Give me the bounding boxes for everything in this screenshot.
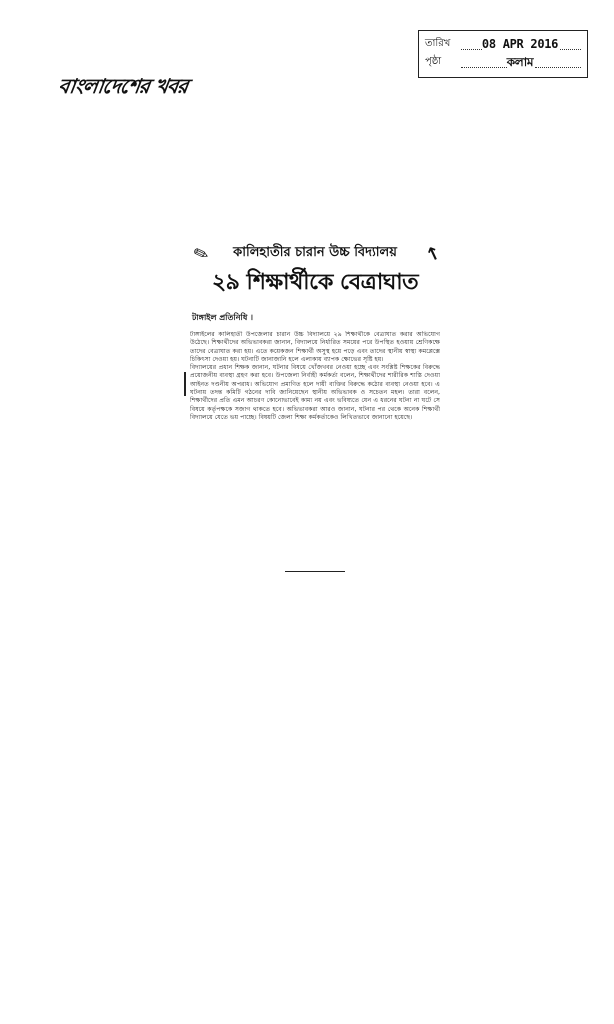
stamp-page-label: পৃষ্ঠা [425,56,442,67]
stamp-dotted-line [560,39,581,50]
kicker-text: কালিহাতীর চারান উচ্চ বিদ্যালয় [233,245,397,260]
stamp-dotted-line [535,57,581,68]
article-paragraph: বিদ্যালয়ের প্রধান শিক্ষক জানান, ঘটনার বিষয়ে খোঁজখবর নেওয়া হচ্ছে এবং সংশ্লিষ্ট শিক্ষকের বিরুদ্ধে প্রয়োজনীয় ব্যবস্থা গ্রহণ করা হবে। উপজেলা নির্বাহী কর্মকর্তা বলেন, শিক্ষার্থীদের শারীরিক শাস্তি দেওয়া আইনত দণ্ডনীয় অপরাধ। অভিযোগ প্রমাণিত হলে দায়ী ব্যক্তির বিরুদ্ধে কঠোর ব্যবস্থা নেওয়া হবে। এ ঘটনায় তদন্ত কমিটি গঠনের দাবি জানিয়েছেন স্থানীয় অভিভাবক ও সচেতন মহল। তারা বলেন, শিক্ষার্থীদের প্রতি এমন আচরণ কোনোভাবেই কাম্য নয় এবং ভবিষ্যতে যেন এ ধরনের ঘটনা না ঘটে সে বিষয়ে কর্তৃপক্ষকে সজাগ থাকতে হবে। অভিভাবকরা আরও জানান, ঘটনার পর থেকে অনেক শিক্ষার্থী বিদ্যালয়ে যেতে ভয় পাচ্ছে। বিষয়টি জেলা শিক্ষা কর্মকর্তাকেও লিখিতভাবে জানানো হয়েছে। [190,364,440,421]
article-body [190,331,440,563]
arrow-mark-icon: ↖ [421,242,444,267]
stamp-dotted-line [461,57,507,68]
news-clipping [190,240,444,572]
stamp-page-value: কলাম [506,55,534,69]
article-end-rule [285,571,345,572]
stamp-dotted-line [461,39,482,50]
article-byline: টাঙ্গাইল প্রতিনিধি । [192,313,253,322]
archive-stamp [418,30,588,78]
stamp-date-row [425,35,581,53]
article-headline: ২৯ শিক্ষার্থীকে বেত্রাঘাত [211,270,419,295]
stamp-date-value: 08 APR 2016 [481,37,559,51]
pen-mark-icon: ✎ [190,242,213,267]
stamp-date-label: তারিখ [425,38,451,49]
stamp-page-row [425,53,581,71]
article-kicker [190,240,444,267]
article-paragraph: টাঙ্গাইলের কালিহাতী উপজেলার চারান উচ্চ বিদ্যালয়ে ২৯ শিক্ষার্থীকে বেত্রাঘাত করার অভিযোগ উঠেছে। শিক্ষার্থীদের অভিভাবকরা জানান, বিদ্যালয়ে নির্ধারিত সময়ের পরে উপস্থিত হওয়ায় শ্রেণিকক্ষে তাদের বেত্রাঘাত করা হয়। এতে কয়েকজন শিক্ষার্থী অসুস্থ হয়ে পড়ে এবং তাদের স্থানীয় স্বাস্থ্য কমপ্লেক্সে চিকিৎসা দেওয়া হয়। ঘটনাটি জানাজানি হলে এলাকায় ব্যাপক ক্ষোভের সৃষ্টি হয়। [190,331,440,363]
margin-pen-mark [184,372,186,396]
newspaper-masthead: বাংলাদেশের খবর [56,74,189,98]
